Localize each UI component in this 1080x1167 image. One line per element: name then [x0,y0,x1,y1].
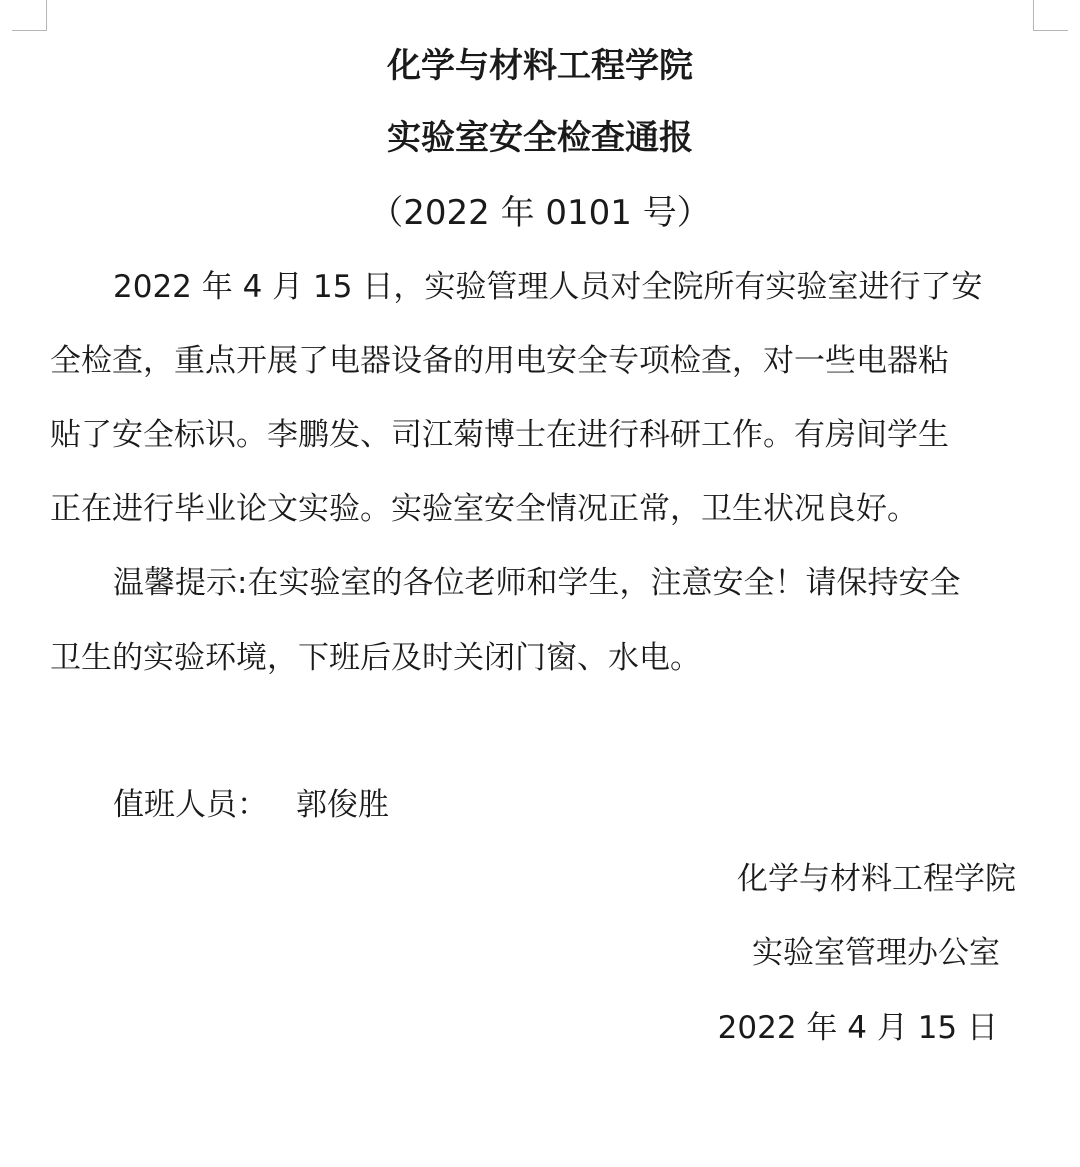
duty-name: 郭俊胜 [296,787,389,823]
paragraph1-line3: 贴了安全标识。李鹏发、司江菊博士在进行科研工作。有房间学生 [50,417,949,453]
signature-date: 2022 年 4 月 15 日 [717,1010,998,1046]
document-title-notice: 实验室安全检查通报 [387,118,693,158]
paragraph2-line1: 温馨提示:在实验室的各位老师和学生，注意安全！请保持安全 [113,565,961,601]
paragraph1-line1: 2022 年 4 月 15 日，实验管理人员对全院所有实验室进行了安 [113,269,983,305]
signature-department: 化学与材料工程学院 [737,861,1016,897]
paragraph1-line2: 全检查，重点开展了电器设备的用电安全专项检查，对一些电器粘 [50,343,949,379]
duty-staff [113,785,389,825]
document-title-college: 化学与材料工程学院 [387,46,693,86]
page-corner-mark-top-left [12,0,47,31]
page-corner-mark-top-right [1033,0,1068,31]
paragraph2-line2: 卫生的实验环境，下班后及时关闭门窗、水电。 [50,640,701,676]
signature-office: 实验室管理办公室 [752,935,1000,971]
paragraph1-line4: 正在进行毕业论文实验。实验室安全情况正常，卫生状况良好。 [50,491,918,527]
duty-label: 值班人员： [113,787,268,823]
document-number: （2022 年 0101 号） [369,193,711,233]
